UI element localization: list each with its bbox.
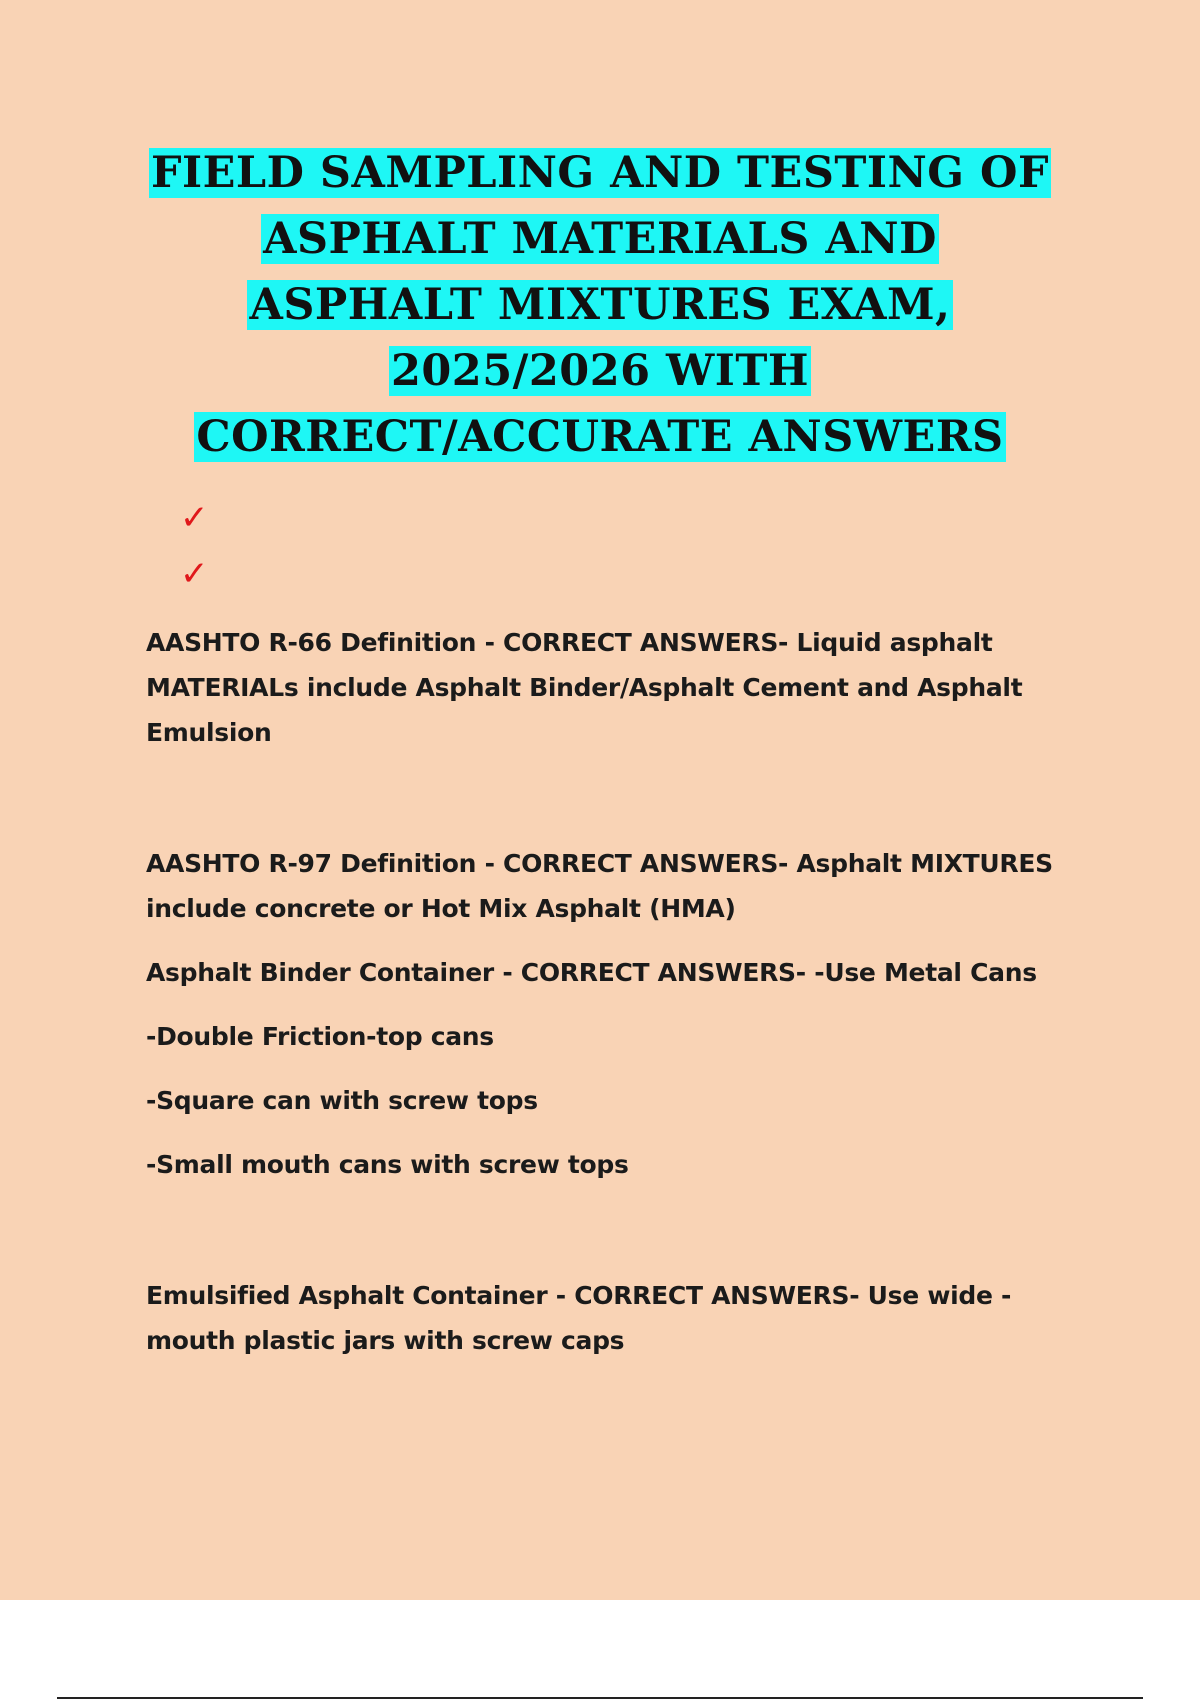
checkmark-icon: ✓ [180,498,209,538]
document-body [146,620,1106,1363]
title-line-5: CORRECT/ACCURATE ANSWERS [196,412,1004,462]
list-item-double-friction: -Double Friction-top cans [146,1022,494,1051]
list-item-square-can: -Square can with screw tops [146,1086,538,1115]
checkmark-list [180,490,209,602]
qa-aashto-r66: AASHTO R-66 Definition - CORRECT ANSWERS- Liquid asphalt MATERIALs include Asphalt Binder/Asphalt Cement and Asphalt Emulsion [146,628,1023,747]
footer-divider [57,1697,1143,1699]
title-line-2: ASPHALT MATERIALS AND [263,214,937,264]
list-item-small-mouth-can: -Small mouth cans with screw tops [146,1150,629,1179]
qa-asphalt-binder-container: Asphalt Binder Container - CORRECT ANSWERS- -Use Metal Cans [146,958,1037,987]
title-line-1: FIELD SAMPLING AND TESTING OF [151,148,1049,198]
qa-aashto-r97: AASHTO R-97 Definition - CORRECT ANSWERS- Asphalt MIXTURES include concrete or Hot Mix Asphalt (HMA) [146,849,1053,923]
checkmark-icon: ✓ [180,554,209,594]
title-line-3: ASPHALT MIXTURES EXAM, [249,280,951,330]
title-line-4: 2025/2026 WITH [390,346,810,396]
document-title [100,140,1100,470]
qa-emulsified-asphalt-container: Emulsified Asphalt Container - CORRECT ANSWERS- Use wide - mouth plastic jars with screw caps [146,1281,1012,1355]
